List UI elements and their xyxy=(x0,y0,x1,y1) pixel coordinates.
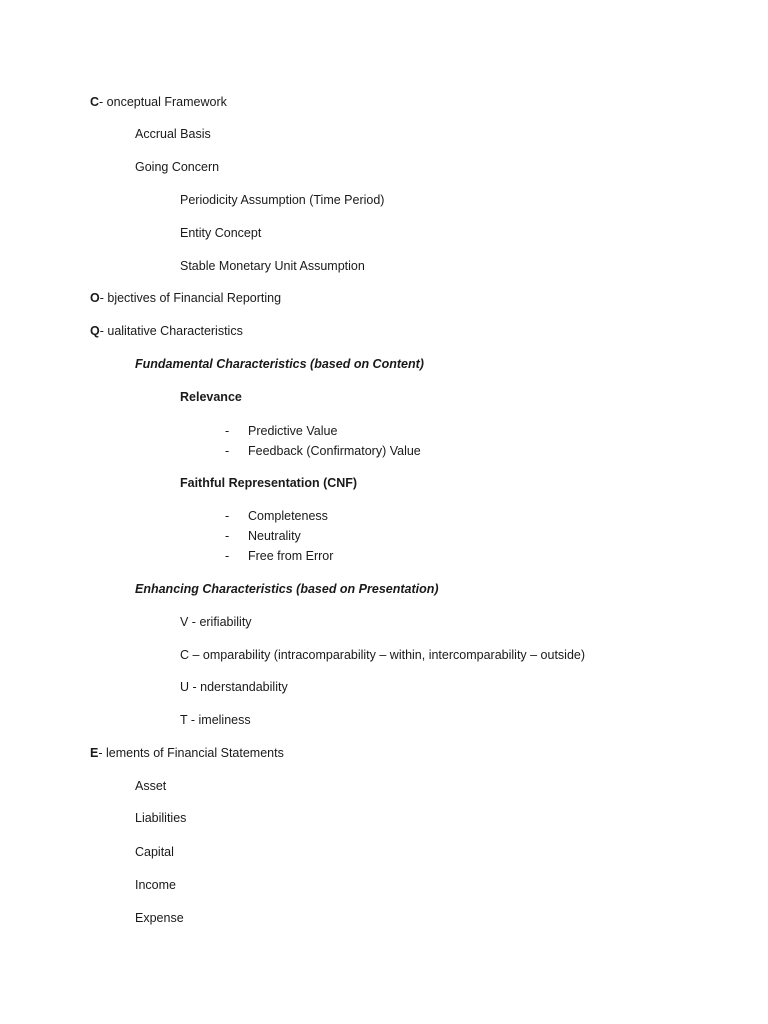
heading-qualitative xyxy=(90,323,243,339)
item-comparability: C – omparability (intracomparability – within, intercomparability – outside) xyxy=(180,648,586,662)
item-going-concern: Going Concern xyxy=(135,160,220,174)
list-item: Capital xyxy=(135,845,174,859)
item-stable-monetary: Stable Monetary Unit Assumption xyxy=(180,259,365,273)
heading-text: - ualitative Characteristics xyxy=(99,324,243,338)
bullet-dash: - xyxy=(225,529,230,543)
item-timeliness: T - imeliness xyxy=(180,713,251,727)
item-verifiability: V - erifiability xyxy=(180,615,252,629)
subheading-relevance: Relevance xyxy=(180,390,242,404)
bullet-dash: - xyxy=(225,549,230,563)
heading-text: - onceptual Framework xyxy=(99,95,227,109)
subheading-enhancing: Enhancing Characteristics (based on Presentation) xyxy=(135,582,439,596)
list-item: Completeness xyxy=(248,509,328,523)
item-periodicity: Periodicity Assumption (Time Period) xyxy=(180,193,385,207)
list-item: Liabilities xyxy=(135,811,187,825)
item-entity-concept: Entity Concept xyxy=(180,226,262,240)
item-accrual-basis: Accrual Basis xyxy=(135,127,211,141)
list-item: Asset xyxy=(135,779,167,793)
acronym-letter: O xyxy=(90,291,100,305)
subheading-fundamental: Fundamental Characteristics (based on Content) xyxy=(135,357,424,371)
heading-text: - lements of Financial Statements xyxy=(98,746,284,760)
bullet-dash: - xyxy=(225,424,230,438)
list-item: Free from Error xyxy=(248,549,334,563)
list-item: Expense xyxy=(135,911,184,925)
item-understandability: U - nderstandability xyxy=(180,680,288,694)
heading-conceptual-framework xyxy=(90,94,227,110)
bullet-dash: - xyxy=(225,444,230,458)
list-item: Feedback (Confirmatory) Value xyxy=(248,444,421,458)
heading-objectives xyxy=(90,290,281,306)
list-item: Predictive Value xyxy=(248,424,338,438)
heading-text: - bjectives of Financial Reporting xyxy=(99,291,282,305)
bullet-dash: - xyxy=(225,509,230,523)
subheading-faithful: Faithful Representation (CNF) xyxy=(180,476,358,490)
acronym-letter: C xyxy=(90,95,100,109)
acronym-letter: Q xyxy=(90,324,100,338)
heading-elements xyxy=(90,745,284,761)
list-item: Income xyxy=(135,878,176,892)
acronym-letter: E xyxy=(90,746,99,760)
list-item: Neutrality xyxy=(248,529,301,543)
